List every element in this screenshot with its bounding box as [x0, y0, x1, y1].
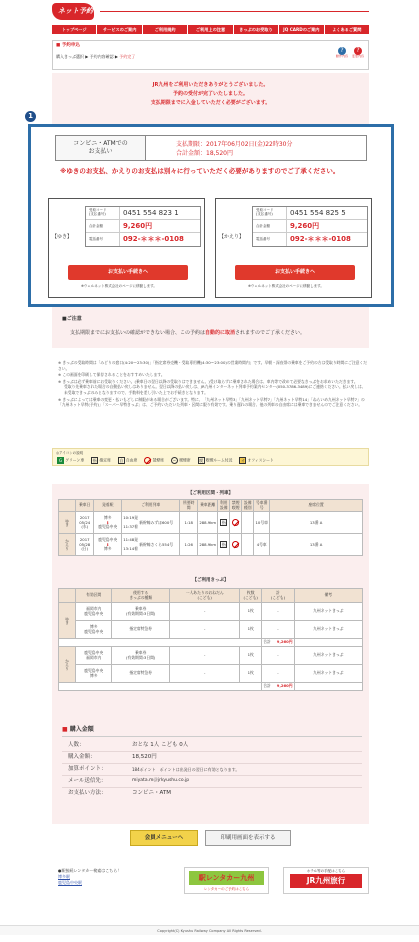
- caution-text-red: 自動的に取消: [205, 330, 236, 336]
- legend-smoking-label: 喫煙席: [179, 457, 191, 463]
- sum-value: [262, 683, 294, 691]
- rental-link-title: ●駅接続レンタカー検索はこちら！: [58, 868, 122, 873]
- legend-nonsmoking: [144, 457, 164, 464]
- cell-total: -: [262, 621, 294, 639]
- group-label: ゆき: [59, 512, 76, 534]
- nav-caution[interactable]: ご利用上の注意: [188, 25, 233, 34]
- dep-time: 10:19発: [123, 514, 138, 520]
- cell-qty: 1枚: [240, 665, 262, 683]
- member-menu-button[interactable]: 会員メニューへ: [130, 830, 198, 846]
- payment-amounts: [146, 136, 293, 160]
- cell-price: -: [170, 665, 240, 683]
- purchase-value: おとな 1人 こども 0人: [132, 741, 189, 748]
- phone-label: 電話番号: [253, 233, 287, 246]
- phone-value: 092-＊＊＊-0108: [123, 235, 184, 243]
- group-label: かえり: [59, 647, 76, 683]
- pay-note-out: ※ウェルネット株式会社のページに移動します。: [81, 284, 157, 288]
- square-icon: ■: [62, 726, 70, 733]
- payment-box-out-label: 【ゆき】: [52, 234, 73, 240]
- legend-smokeroom-label: 喫煙ルーム付近: [205, 457, 233, 463]
- group-label: かえり: [59, 534, 76, 556]
- completion-notice: [52, 81, 369, 108]
- pay-note-ret: ※ウェルネット株式会社のページに移動します。: [248, 284, 324, 288]
- purchase-label: 購入金額：: [68, 753, 96, 760]
- question-icon: ?: [354, 47, 362, 55]
- legend-office: [239, 457, 273, 464]
- legend-free-label: 自由席: [125, 457, 138, 463]
- arr-time: 13:14着: [123, 546, 138, 552]
- sum-spacer: [294, 683, 362, 691]
- legend-reserved: [91, 457, 111, 464]
- step-marker: 1: [25, 111, 36, 122]
- th-seat: 座席位置: [270, 500, 363, 512]
- th-blank: [59, 500, 76, 512]
- payment-deadline: 支払期限：2017年06月02日(金)22時30分: [176, 141, 293, 148]
- notice-line-2: 予約の受付が完了いたしました。: [172, 91, 248, 97]
- green-car-icon: G: [58, 458, 63, 463]
- trains-title: 【ご利用区間・列車】: [188, 491, 233, 496]
- payment-box-out-table: [85, 206, 201, 247]
- sum-label: 合計: [263, 683, 271, 689]
- sum-row: [59, 683, 363, 691]
- help-label-2: 変更内容: [351, 54, 364, 58]
- travel-title: JR九州旅行: [290, 874, 362, 888]
- cell-note: 九州ネットきっぷ: [294, 621, 362, 639]
- legend-smokeroom: [198, 457, 233, 464]
- banner-jrkyushu-travel[interactable]: [283, 867, 369, 894]
- help-label-1: 動作内容: [335, 54, 348, 58]
- cell-range: 博多 鹿児島中央: [76, 621, 112, 639]
- purchase-value: miyata.m＠jrkyushu.co.jp: [132, 778, 190, 784]
- payment-box-out: [48, 198, 205, 298]
- banner-rentacar[interactable]: [184, 867, 269, 894]
- code-row: [86, 207, 200, 220]
- group-label: ゆき: [59, 603, 76, 639]
- nav-receive[interactable]: きっぷのお受取り: [234, 25, 279, 34]
- pay-button-out[interactable]: お支払い手続きへ: [68, 265, 188, 280]
- no-smoking-icon: [232, 519, 239, 526]
- train-name: 新幹線さくら554号: [139, 541, 174, 547]
- caution-text: [70, 330, 305, 336]
- cell-note: 九州ネットきっぷ: [294, 603, 362, 621]
- notice-line-3: 支払期限までに入金していただく必要がございます。: [150, 100, 271, 106]
- legend-green: [57, 457, 84, 464]
- phone-row: [86, 233, 200, 246]
- legend-items: [57, 457, 274, 464]
- legend-reserved-label: 指定席: [99, 457, 111, 463]
- step-arrow-icon: ▶: [114, 54, 120, 59]
- remark-1: ※ きっぷの受取時間は「みどりの窓口(4:20〜23:30)」「指定席券売機・受取専用機(4:30〜23:00)の営業時間内」です。早朝・深夜帯の乗車をご予約の方は受取り時間にご注意ください。: [58, 360, 368, 371]
- trains-table: [58, 499, 363, 556]
- sum-spacer: [294, 639, 362, 647]
- code-row: [253, 207, 367, 220]
- rentacar-sub: レンタカーのご予約はこちら: [203, 887, 250, 891]
- free-seat-icon: 自: [119, 458, 124, 463]
- cell-type: 指定席特急券: [112, 621, 170, 639]
- purchase-label: メール送信先：: [68, 777, 107, 784]
- reserved-seat-icon: 指: [221, 542, 226, 548]
- sum-spacer: [59, 683, 262, 691]
- cell-type: 乗車券 (有効期間:3日間): [112, 647, 170, 665]
- th-ticket-type: 使用する きっぷの種類: [112, 589, 170, 603]
- help-icon-1[interactable]: [336, 47, 348, 59]
- from-station: 鹿児島中央: [98, 536, 118, 542]
- cell-duration: 1:26: [180, 534, 198, 556]
- cell-price: -: [170, 647, 240, 665]
- step-arrow-icon: ▶: [85, 54, 90, 59]
- th-date: 乗車日: [76, 500, 94, 512]
- purchase-row: [62, 776, 362, 788]
- table-row: [59, 512, 363, 534]
- cell-station: [94, 534, 122, 556]
- payment-method: コンビニ・ATMでの お支払い: [56, 136, 146, 160]
- smoking-room-icon: 喫: [199, 458, 204, 463]
- purchase-label: お支払い方法：: [68, 790, 107, 797]
- cell-range: 福岡市内 鹿児島中央: [76, 603, 112, 621]
- th-type: 設備種別: [242, 500, 254, 512]
- trains-header-row: [59, 500, 363, 512]
- purchase-row: [62, 788, 362, 800]
- remark-2: ※ この画面を印刷して保存されることをおすすめいたします。: [58, 372, 165, 378]
- table-row: [59, 534, 363, 556]
- cell-facility: [218, 512, 230, 534]
- pay-button-ret[interactable]: お支払い手続きへ: [235, 265, 355, 280]
- purchase-value: 184ポイント ポイントは出発日の翌日に有効となります。: [132, 766, 240, 772]
- cell-smoking: [230, 512, 242, 534]
- th-total: 計 (こども): [262, 589, 294, 603]
- from-station: 博多: [103, 514, 112, 520]
- code-label: 受取コード (支払番号): [253, 207, 287, 219]
- caution-text-1: 支払期限までにお支払いの確認ができない場合、この予約は: [70, 330, 206, 336]
- legend-office-label: オフィスシート: [247, 457, 274, 463]
- cell-date: 2017 05/28 (日): [76, 534, 94, 556]
- no-smoking-icon: [144, 457, 151, 464]
- steps-row: [56, 54, 135, 59]
- th-duration: 所要時間: [180, 500, 198, 512]
- cell-qty: 1枚: [240, 603, 262, 621]
- step-2: 予約内容確認: [89, 54, 114, 59]
- rentacar-title: 駅レンタカー九州: [189, 871, 264, 885]
- sum-row: [59, 639, 363, 647]
- th-facility: 利用設備: [218, 500, 230, 512]
- cell-distance: 288.9km: [198, 512, 218, 534]
- payment-summary: [55, 135, 367, 161]
- legend-green-label: グリーン車: [65, 457, 85, 463]
- smoking-icon: ∼: [172, 458, 177, 463]
- amount-value: 9,260円: [123, 222, 153, 230]
- phone-label: 電話番号: [86, 233, 120, 246]
- remark-3: ※ きっぷは必ず乗車前にお受取りください。(乗車日の翌日以降の受取りはできません。)受け取らずに乗車された場合は、車内等で改めて必要なきっぷをお求めいただきます。: [58, 378, 358, 384]
- cell-date: 2017 05/24 (水): [76, 512, 94, 534]
- th-train: ご利用列車: [122, 500, 180, 512]
- global-nav: [52, 25, 369, 34]
- copyright-bar: [0, 925, 419, 935]
- reserved-seat-icon: 指: [221, 520, 226, 526]
- dep-time: 11:48発: [123, 536, 138, 542]
- payment-box-ret-label: 【かえり】: [219, 234, 245, 240]
- amount-label: 合計金額: [253, 220, 287, 232]
- cell-car: 4号車: [254, 534, 270, 556]
- cell-smoking: [230, 534, 242, 556]
- payment-box-ret: [215, 198, 372, 298]
- sum-amount: 9,260円: [276, 639, 293, 645]
- th-blank: [59, 589, 76, 603]
- cell-type: 指定席特急券: [112, 665, 170, 683]
- payment-total: 合計金額：18,520円: [176, 150, 233, 157]
- sum-spacer: [59, 639, 262, 647]
- th-smoking: 禁煙喫煙: [230, 500, 242, 512]
- code-value: 0451 554 823 1: [123, 209, 179, 217]
- legend-nonsmoking-label: 禁煙席: [152, 457, 164, 463]
- reserved-seat-icon: 指: [92, 458, 97, 463]
- steps-title: [56, 43, 80, 49]
- cell-type: [242, 534, 254, 556]
- header: [0, 0, 419, 25]
- code-label: 受取コード (支払番号): [86, 207, 120, 219]
- purchase-title-text: 購入金額: [69, 726, 94, 733]
- purchase-title: [62, 726, 362, 737]
- steps-box: [52, 40, 369, 70]
- purchase-value: コンビニ・ATM: [132, 790, 171, 797]
- cell-seat: 13番 A: [270, 512, 363, 534]
- th-car: 号車番号: [254, 500, 270, 512]
- cell-train: [122, 534, 180, 556]
- remark-4: 受取り先乗車された場合の自動払い戻しはありません。翌日以降の払い戻しは、JR九州インターネット列車予約案内センター(050-3786-3489)にご連絡ください。払い戻しは、未受取できっぷのみとなりますので、手数料を差し引いた上でお手続きとなります。: [64, 384, 366, 395]
- caution-title: ■ご注意: [62, 316, 82, 322]
- payment-box-ret-table: [252, 206, 368, 247]
- link-kagoshima[interactable]: 鹿児島中央駅: [58, 880, 82, 885]
- office-seat-icon: オ: [240, 458, 245, 463]
- remark-5: ※ きっぷによっては乗車の変更・払いもどしに制限がある場合がございます。特に、「九州ネット早特3」「九州ネット早特7」「九州ネット早特14」「ねらいめ九州ネット早特7」の「九州ネット早特(予約)」「スーパー早特きっぷ」は、ご予約いただいた列車・区間に限り有効です。乗り遅れの場合、他の列車の自由席には乗車できませんのでご注意ください。: [58, 396, 365, 408]
- purchase-label: 人数：: [68, 741, 85, 748]
- legend-title: ◎アイコンの説明: [56, 451, 84, 455]
- purchase-section: [62, 726, 362, 800]
- help-icons: [336, 47, 364, 59]
- arr-time: 11:37着: [123, 524, 138, 530]
- step-3: 予約完了: [119, 54, 136, 59]
- phone-value: 092-＊＊＊-0108: [290, 235, 351, 243]
- nav-service[interactable]: サービスのご案内: [97, 25, 142, 34]
- train-name: 新幹線みずほ600号: [139, 519, 174, 525]
- cell-qty: 1枚: [240, 621, 262, 639]
- table-row: [59, 647, 363, 665]
- legend-smoking: [171, 457, 191, 464]
- cell-car: 10号車: [254, 512, 270, 534]
- th-distance: 乗車距離: [198, 500, 218, 512]
- arrow-down-icon: ⬇: [106, 519, 110, 525]
- to-station: 鹿児島中央: [98, 524, 118, 530]
- payment-warning: ※ゆきのお支払、かえりのお支払は別々に行っていただく必要がありますのでご了承ください。: [60, 167, 340, 175]
- sum-value: [262, 639, 294, 647]
- question-icon: ?: [338, 47, 346, 55]
- tickets-header-row: [59, 589, 363, 603]
- cell-seat: 13番 A: [270, 534, 363, 556]
- amount-value: 9,260円: [290, 222, 320, 230]
- table-row: [59, 665, 363, 683]
- print-button[interactable]: 印刷用画面を表示する: [205, 830, 291, 846]
- step-1: 購入きっぷ選択: [56, 54, 84, 59]
- cell-type: [242, 512, 254, 534]
- purchase-row: [62, 752, 362, 764]
- cell-range: 鹿児島中央 福岡市内: [76, 647, 112, 665]
- header-stripe: [100, 11, 369, 12]
- cell-distance: 288.9km: [198, 534, 218, 556]
- tickets-table: [58, 588, 363, 691]
- help-icon-2[interactable]: [352, 47, 364, 59]
- th-range: 有効区間: [76, 589, 112, 603]
- nav-terms[interactable]: ご利用規約: [143, 25, 188, 34]
- th-station: 発着駅: [94, 500, 122, 512]
- cell-station: [94, 512, 122, 534]
- code-value: 0451 554 825 5: [290, 209, 346, 217]
- to-station: 博多: [103, 546, 112, 552]
- th-qty: 枚数 (こども): [240, 589, 262, 603]
- cell-range: 鹿児島中央 博多: [76, 665, 112, 683]
- th-note: 備考: [294, 589, 362, 603]
- no-smoking-icon: [232, 541, 239, 548]
- notice-line-1: JR九州をご利用いただきありがとうございました。: [152, 82, 269, 88]
- steps-title-text: 予約申込: [61, 43, 80, 48]
- table-row: [59, 621, 363, 639]
- purchase-row: [62, 764, 362, 776]
- travel-top: ホテル等の手配はこちら: [306, 869, 346, 873]
- cell-total: -: [262, 603, 294, 621]
- caution-text-2: されますのでご了承ください。: [235, 330, 306, 336]
- legend-free: [118, 457, 138, 464]
- cell-note: 九州ネットきっぷ: [294, 647, 362, 665]
- cell-duration: 1:18: [180, 512, 198, 534]
- amount-label: 合計金額: [86, 220, 120, 232]
- copyright: Copyright(C) Kyushu Railway Company All Rights Reserved.: [157, 929, 262, 933]
- sum-amount: 9,260円: [276, 683, 293, 689]
- cell-facility: [218, 534, 230, 556]
- cell-note: 九州ネットきっぷ: [294, 665, 362, 683]
- purchase-label: 加算ポイント：: [68, 765, 107, 772]
- amount-row: [86, 220, 200, 233]
- nav-faq[interactable]: よくあるご質問: [332, 27, 362, 32]
- cell-total: -: [262, 647, 294, 665]
- nav-jqcard[interactable]: JQ CARDのご案内: [279, 25, 324, 34]
- cell-type: 乗車券 (有効期間:3日間): [112, 603, 170, 621]
- sum-label: 合計: [263, 639, 271, 645]
- phone-row: [253, 233, 367, 246]
- th-unit-price: 一人あたりのおねだん (こども): [170, 589, 240, 603]
- nav-top[interactable]: トップページ: [52, 25, 97, 34]
- tickets-title: 【ご利用きっぷ】: [192, 578, 229, 583]
- steps-title-icon: ■: [56, 43, 62, 48]
- site-logo[interactable]: ネット予約: [52, 3, 94, 20]
- cell-qty: 1枚: [240, 647, 262, 665]
- remarks: [58, 360, 368, 408]
- table-row: [59, 603, 363, 621]
- cell-price: -: [170, 621, 240, 639]
- amount-row: [253, 220, 367, 233]
- purchase-row: [62, 740, 362, 752]
- arrow-down-icon: ⬇: [106, 541, 110, 547]
- cell-train: [122, 512, 180, 534]
- cell-price: -: [170, 603, 240, 621]
- icon-legend: [52, 448, 369, 466]
- link-hakata[interactable]: 博多駅: [58, 874, 70, 879]
- rental-link-box: [58, 868, 121, 886]
- cell-total: -: [262, 665, 294, 683]
- purchase-value: 18,520円: [132, 753, 157, 760]
